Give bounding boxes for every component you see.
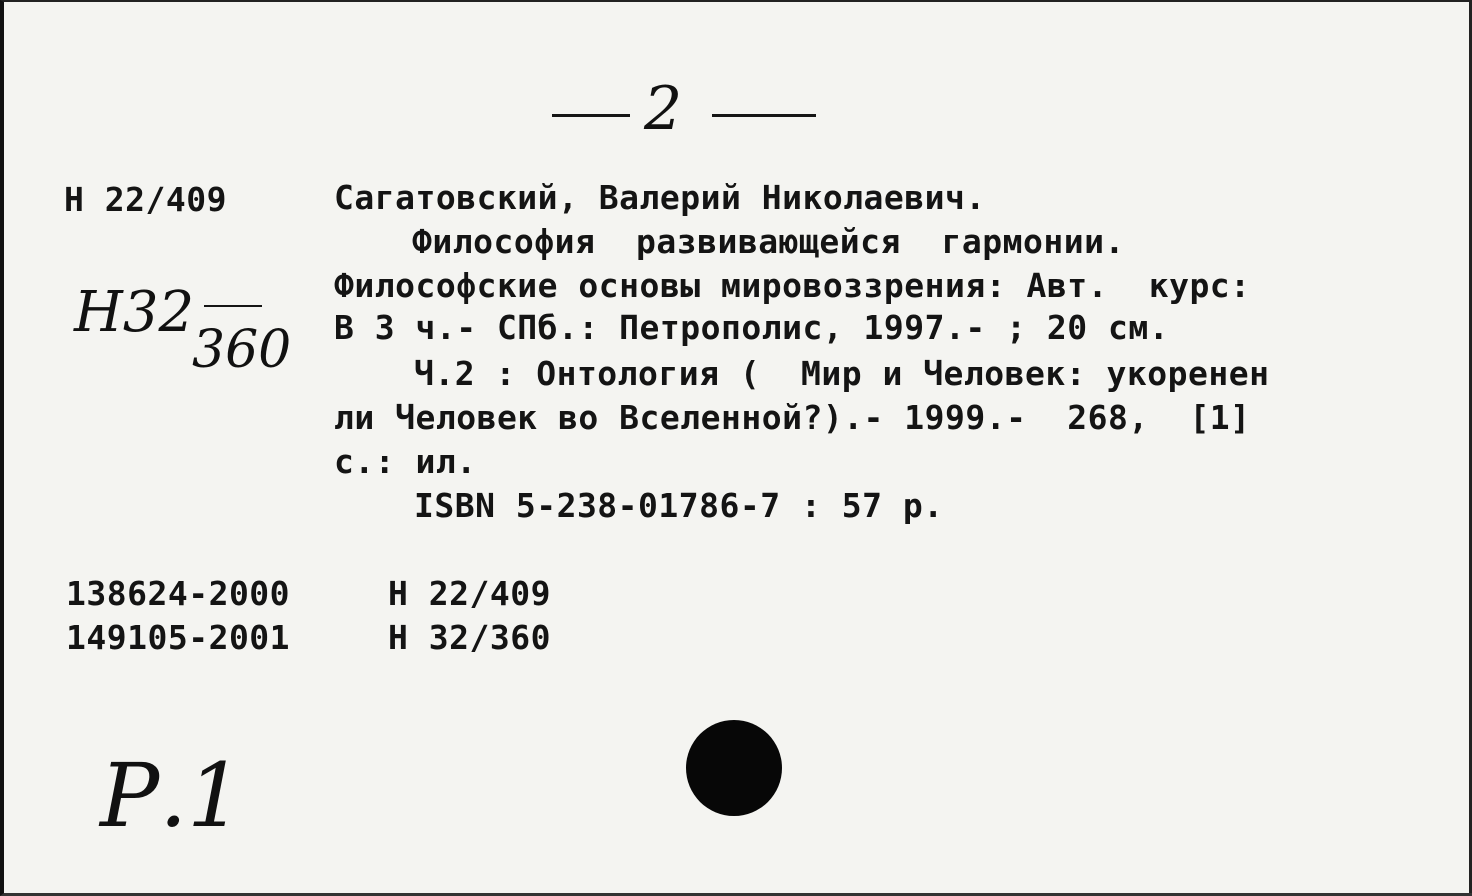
punch-hole (686, 720, 782, 816)
inventory-number: 149105-2001 (66, 618, 291, 657)
shelf-mark: Н 22/409 (64, 180, 227, 219)
entry-part: Ч.2 : Онтология ( Мир и Человек: укоренен (414, 354, 1270, 393)
entry-author: Сагатовский, Валерий Николаевич. (334, 178, 986, 217)
entry-subtitle: Философские основы мировоззрения: Авт. курс: (334, 266, 1251, 305)
entry-imprint: В 3 ч.- СПб.: Петрополис, 1997.- ; 20 см. (334, 308, 1170, 347)
marker-dash-left (552, 114, 630, 117)
handwritten-note: Р.1 (100, 744, 244, 847)
handwritten-shelf-mark-sub: 360 (192, 320, 292, 380)
sheet-marker: 2 (644, 74, 683, 144)
entry-title: Философия развивающейся гармонии. (412, 222, 1125, 261)
entry-isbn: ISBN 5-238-01786-7 : 57 р. (414, 486, 944, 525)
inventory-shelf: Н 22/409 (388, 574, 551, 613)
inventory-shelf: Н 32/360 (388, 618, 551, 657)
handwritten-shelf-mark: Н32 (74, 280, 195, 345)
marker-dash-right (712, 114, 816, 117)
handwritten-fraction-bar (204, 305, 262, 307)
inventory-number: 138624-2000 (66, 574, 291, 613)
entry-part-cont: ли Человек во Вселенной?).- 1999.- 268, [1] (334, 398, 1251, 437)
entry-pages: с.: ил. (334, 442, 477, 481)
